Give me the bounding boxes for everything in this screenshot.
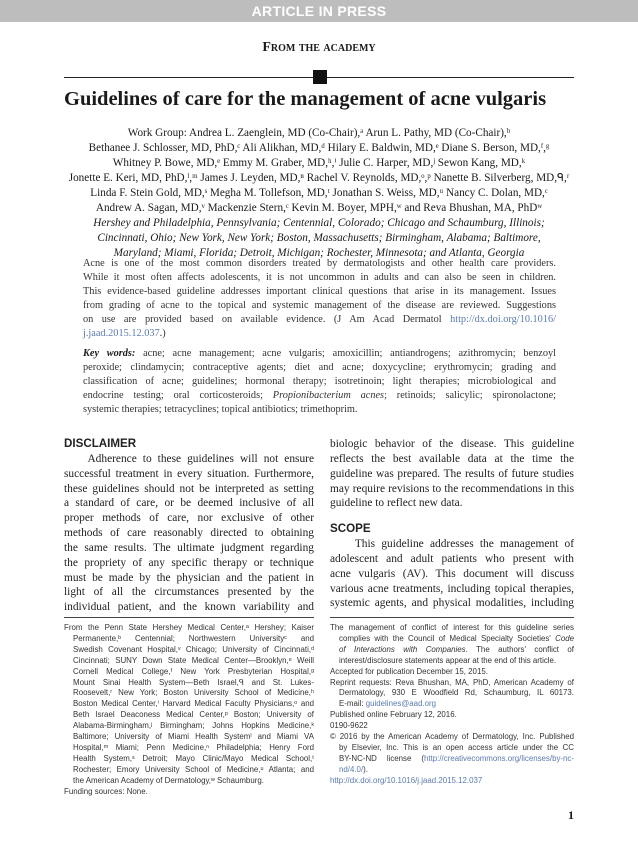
funding-note: Funding sources: None. [64, 786, 148, 796]
keywords-label: Key words: [83, 348, 136, 359]
reprint-line [330, 699, 574, 710]
copyright-tail: ). [363, 764, 368, 774]
footnote-line: the American Academy of Dermatology,ʷ Schaumburg. [73, 775, 264, 785]
section-label: From the academy [262, 40, 376, 55]
body-line: must be made by the physician and the patient in [64, 571, 314, 584]
copyright-line [330, 765, 574, 776]
footnote-italic: of Interactions with Companies [339, 644, 466, 654]
doi-link[interactable]: http://dx.doi.org/10.1016/j.jaad.2015.12.037 [330, 775, 483, 785]
abstract [83, 257, 556, 340]
footnote-line: interest/disclosure statements appear at the end of this article. [339, 655, 557, 665]
body-line: light of all the circumstances presented by the [64, 586, 314, 599]
body-line: may require revisions to the recommendations in this [330, 482, 574, 495]
published-date: Published online February 12, 2016. [330, 710, 457, 720]
footnote-line: Beth Israel Deaconess Medical Center,ᵖ Boston; University of [73, 710, 314, 720]
keywords-line: classification of acne; guidelines; hormonal therapy; isotretinoin; light therapies; microbiological and [83, 375, 556, 387]
affiliation-line: Cincinnati, Ohio; New York, New York; Boston, Massachusetts; Birmingham, Alabama; Baltimore, [97, 232, 541, 244]
affiliations-footnote [64, 623, 314, 798]
abstract-doi-tail: .) [159, 327, 166, 339]
footnote-line: Hospital,ᵐ Miami; Penn Medicine,ⁿ Philadelphia; Henry Ford [73, 742, 314, 752]
affiliation-line: Maryland; Miami, Florida; Detroit, Michigan; Rochester, Minnesota; and Atlanta, Georgia [113, 247, 525, 259]
footnote-rule-right [330, 617, 574, 618]
footnote-line: Cincinnati; SUNY Down State Medical Center—Brooklyn,ᵉ Weill [73, 655, 314, 665]
author-line: Linda F. Stein Gold, MD,ˢ Megha M. Tollefson, MD,ᵗ Jonathan S. Weiss, MD,ᵘ Nancy C. Dolan, MD,ᶜ [90, 187, 548, 199]
title-rule-square [313, 70, 327, 84]
footnote-line: Baltimore; University of Miami Health Systemˡ and Miami VA [73, 732, 314, 742]
keywords [83, 347, 556, 417]
accepted-date: Accepted for publication December 15, 2015. [330, 666, 488, 676]
copyright-text: BY-NC-ND license ( [339, 753, 425, 763]
footnote-line: Permanente,ᵇ Centennial; Northwestern Universityᶜ and [73, 633, 314, 643]
footnote-line: Rochester; Emory University School of Medicine,ᵘ Atlanta; and [73, 764, 314, 774]
license-link[interactable]: http://creativecommons.org/licenses/by-nc- [424, 753, 574, 763]
footnote-text: complies with the Council of Medical Specialty Societies' [339, 633, 556, 643]
affiliation-line: Hershey and Philadelphia, Pennsylvania; Centennial, Colorado; Chicago and Schaumburg, Illinois; [93, 217, 545, 229]
body-line: these guidelines should not be interpreted as setting [64, 482, 314, 495]
reprint-email-label: E-mail: [339, 699, 366, 709]
keywords-italic-term: Propionibacterium acnes [272, 389, 385, 401]
body-line: individual patient, and the known variability and [64, 601, 314, 614]
reprint-line: Dermatology, 930 E Woodfield Rd, Schaumburg, IL 60173. [339, 688, 574, 698]
author-line: Andrew A. Sagan, MD,ᵛ Mackenzie Stern,ᶜ Kevin M. Boyer, MPH,ʷ and Reva Bhushan, MA, PhDʷ [95, 202, 543, 214]
disclaimer-heading: DISCLAIMER [64, 437, 137, 450]
body-line: biologic behavior of the disease. This guideline [330, 438, 574, 450]
footnote-italic: Code [555, 633, 574, 643]
body-line: adolescent and adult patients who present with [330, 552, 574, 565]
keywords-text: endocrine testing; oral corticosteroids; [83, 389, 273, 401]
article-info-footnote [330, 623, 574, 787]
issn: 0190-9622 [330, 721, 368, 731]
body-column-left [64, 437, 314, 615]
abstract-doi-link-cont[interactable]: j.jaad.2015.12.037 [83, 327, 160, 339]
footnote-line: Alabama-Birmingham,ʲ Birmingham; Johns Hopkins Medicine,ᵏ [73, 721, 314, 731]
author-list [30, 126, 608, 261]
body-line: a standard of care, or be deemed inclusive of all [64, 497, 314, 510]
article-in-press-banner: ARTICLE IN PRESS [0, 0, 638, 22]
abstract-line: While it most often affects adolescents, it is not uncommon in adults and can also be seen in children. [83, 271, 556, 283]
keywords-line [83, 347, 556, 361]
footnote-line: Mount Sinai Health System—Beth Israel,ᑫ and St. Lukes- [73, 677, 314, 687]
paragraph-gap [330, 511, 574, 522]
footnote-rule-left [64, 617, 314, 618]
footnote-line [330, 645, 574, 656]
body-line: reflects the best available data at the time the [330, 452, 574, 465]
email-link[interactable]: guidelines@aad.org [365, 699, 437, 709]
body-line: acne vulgaris (AV). This document will discuss [330, 567, 574, 580]
keywords-text: acne; acne management; acne vulgaris; amoxicillin; antiandrogens; azithromycin; benzoyl [135, 348, 556, 359]
copyright-line [330, 754, 574, 765]
body-line: Adherence to these guidelines will not ensure [64, 452, 314, 465]
keywords-line: systemic therapies; tetracyclines; topical antibiotics; trimethoprim. [83, 403, 358, 415]
copyright-line: by Elsevier, Inc. This is an open access article under the CC [339, 742, 574, 752]
footnote-line: From the Penn State Hershey Medical Center,ᵃ Hershey; Kaiser [64, 623, 314, 632]
author-line: Jonette E. Keri, MD, PhD,ˡ,ᵐ James J. Leyden, MD,ⁿ Rachel V. Reynolds, MD,ᵒ,ᵖ Nanette B. Silverberg, MD,ᑫ,ʳ [68, 172, 570, 184]
license-link-cont[interactable]: nd/4.0/ [339, 764, 364, 774]
keywords-text: ; retinoids; salicylic; spironolactone; [384, 389, 557, 401]
body-line: successful treatment in every situation. Furthermore, [64, 467, 314, 480]
keywords-line [83, 389, 556, 403]
abstract-doi-link[interactable]: http://dx.doi.org/10.1016/ [450, 313, 556, 325]
body-column-right [330, 437, 574, 611]
body-line: This guideline addresses the management of [330, 538, 574, 551]
author-line: Work Group: Andrea L. Zaenglein, MD (Co-Chair),ᵃ Arun L. Pathy, MD (Co-Chair),ᵇ [127, 127, 511, 139]
footnote-line: Swedish Covenant Hospital,ᵛ Chicago; University of Cincinnati,ᵈ [73, 644, 314, 654]
abstract-line [83, 327, 556, 341]
reprint-line: Reprint requests: Reva Bhushan, MA, PhD, American Academy of [330, 677, 574, 687]
abstract-line [83, 313, 556, 327]
author-line: Whitney P. Bowe, MD,ᵉ Emmy M. Graber, MD,ʰ,ⁱ Julie C. Harper, MD,ʲ Sewon Kang, MD,ᵏ [112, 157, 526, 169]
author-line: Bethanee J. Schlosser, MD, PhD,ᶜ Ali Alikhan, MD,ᵈ Hilary E. Baldwin, MD,ᵉ Diane S. Berson, MD,ᶠ,ᵍ [88, 142, 550, 154]
footnote-line: Boston Medical Center,ⁱ Harvard Medical Faculty Physicians,ᵒ and [73, 699, 314, 709]
scope-heading: SCOPE [330, 522, 371, 536]
body-line: proper methods of care, nor exclusive of other [64, 512, 314, 525]
abstract-line: This evidence-based guideline addresses important clinical questions that arise in its management. Issues [83, 285, 556, 297]
footnote-line: The management of conflict of interest for this guideline series [330, 623, 574, 632]
footnote-text: . The authors' conflict of [465, 644, 574, 654]
abstract-line-text: on use are provided based on available evidence. (J Am Acad Dermatol [83, 313, 451, 325]
abstract-line: from grading of acne to the topical and systemic management of the disease are reviewed. Suggestions [83, 299, 556, 311]
article-title: Guidelines of care for the management of acne vulgaris [64, 88, 547, 110]
footnote-line: Health System,ˢ Detroit; Mayo Clinic/Mayo Medical School,ᵗ [73, 753, 314, 763]
body-line: methods of care reasonably directed to obtaining [64, 527, 314, 540]
body-line: guideline to reflect new data. [330, 497, 463, 510]
body-line: various acne treatments, including topical therapies, [330, 582, 574, 595]
keywords-line: peroxide; clindamycin; contraceptive agents; diet and acne; doxycycline; erythromycin; grading and [83, 361, 556, 373]
abstract-line: Acne is one of the most common disorders treated by dermatologists and other health care providers. [83, 258, 556, 269]
footnote-line: Roosevelt,ʳ New York; Boston University School of Medicine,ʰ [73, 688, 314, 698]
page-number: 1 [568, 808, 574, 822]
body-line: guideline was prepared. The results of future studies [330, 467, 574, 480]
footnote-line [330, 634, 574, 645]
footnote-line: Cornell Medical College,ᶠ New York Presbyterian Hospital,ᵍ [73, 666, 314, 676]
copyright-line: © 2016 by the American Academy of Dermatology, Inc. Published [330, 732, 574, 742]
body-line: the propriety of any specific therapy or technique [64, 556, 314, 569]
body-line: systemic agents, and physical modalities, including [330, 597, 574, 610]
body-line: the same results. The ultimate judgment regarding [64, 541, 314, 554]
